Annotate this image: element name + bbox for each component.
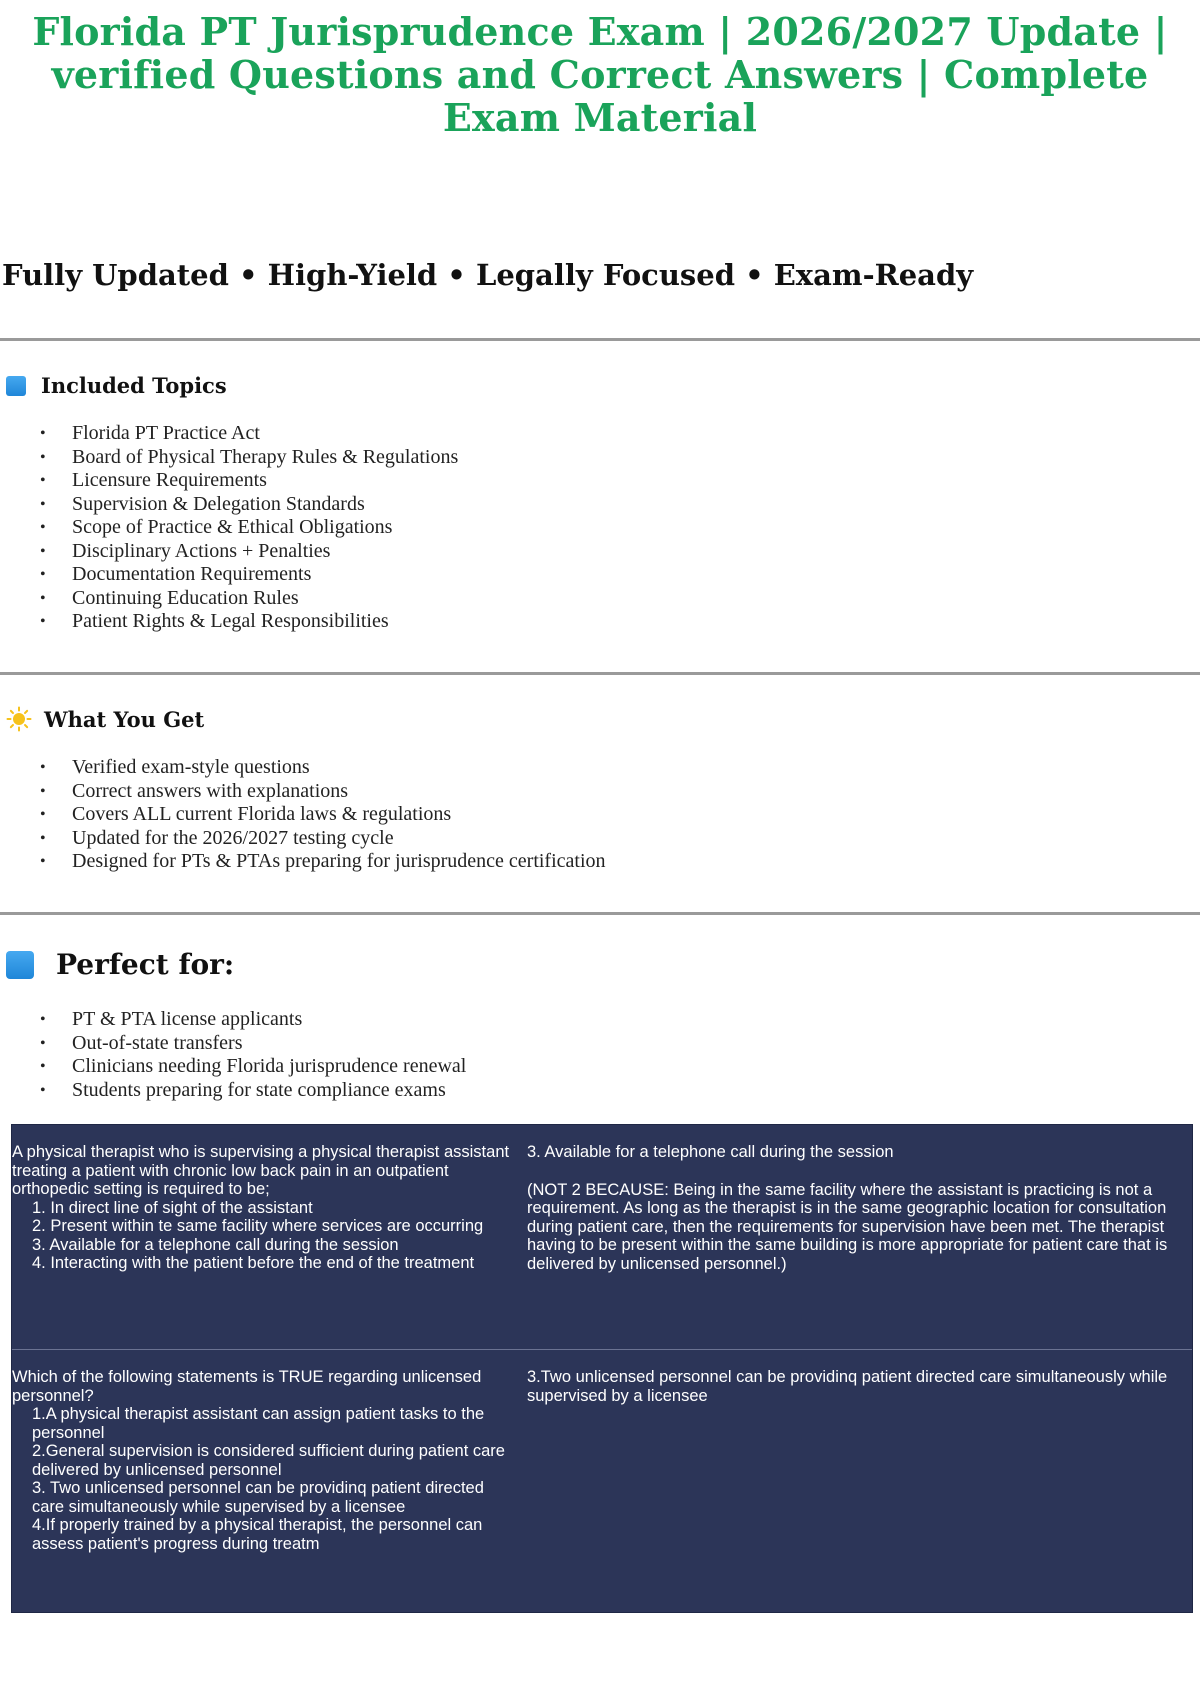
answer-cell [527, 1350, 1192, 1612]
answer-option: 3. Two unlicensed personnel can be providinq patient directed care simultaneously while supervised by a licensee [32, 1479, 484, 1516]
list-item: • Board of Physical Therapy Rules & Regulations [40, 445, 459, 468]
list-item: • Continuing Education Rules [40, 586, 299, 609]
answer-option: 2. Present within te same facility where services are occurring [32, 1217, 484, 1235]
topics-heading: Included Topics [41, 373, 227, 398]
list-item: • Licensure Requirements [40, 469, 267, 491]
correct-answer: 3.Two unlicensed personnel can be providinq patient directed care simultaneously while supervised by a licensee [527, 1368, 1168, 1405]
list-item: • Out-of-state transfers [40, 1031, 243, 1054]
list-item: • Supervision & Delegation Standards [40, 492, 365, 515]
benefits-list [40, 756, 606, 874]
blue-book-icon [6, 951, 34, 979]
document-title: Florida PT Jurisprudence Exam | 2026/2027 Update | verified Questions and Correct Answers | Complete Exam Material [32, 9, 1168, 140]
list-item: • Patient Rights & Legal Responsibilities [40, 610, 389, 632]
list-item: • Clinicians needing Florida jurisprudence renewal [40, 1055, 467, 1077]
audience-heading: Perfect for: [56, 948, 235, 981]
topics-heading-row [6, 373, 227, 398]
answer-option: 2.General supervision is considered sufficient during patient care delivered by unlicensed personnel [32, 1442, 505, 1479]
qa-table [11, 1124, 1193, 1613]
divider [0, 338, 1200, 341]
table-row [12, 1125, 1192, 1350]
topics-list [40, 422, 458, 634]
table-row [12, 1350, 1192, 1612]
question-cell [12, 1350, 517, 1612]
audience-list [40, 1008, 466, 1102]
list-item: • Students preparing for state compliance exams [40, 1078, 446, 1101]
list-item: • Updated for the 2026/2027 testing cycle [40, 826, 394, 849]
benefits-heading: What You Get [44, 706, 205, 732]
list-item: • PT & PTA license applicants [40, 1008, 303, 1030]
list-item: • Disciplinary Actions + Penalties [40, 539, 331, 562]
list-item: • Correct answers with explanations [40, 779, 349, 802]
answer-option: 4.If properly trained by a physical therapist, the personnel can assess patient's progress during treatm [32, 1516, 483, 1553]
list-item: • Designed for PTs & PTAs preparing for jurisprudence certification [40, 850, 606, 872]
answer-option: 4. Interacting with the patient before the end of the treatment [32, 1254, 475, 1272]
correct-answer: 3. Available for a telephone call during the session [527, 1143, 894, 1161]
blue-square-icon [6, 376, 26, 396]
question-text: A physical therapist who is supervising a physical therapist assistant treating a patient with chronic low back pain in an outpatient orthopedic setting is required to be; [12, 1143, 510, 1198]
list-item: • Verified exam-style questions [40, 756, 310, 778]
benefits-heading-row [6, 706, 204, 732]
answer-option: 1. In direct line of sight of the assistant [32, 1198, 313, 1217]
divider [0, 672, 1200, 675]
list-item: • Florida PT Practice Act [40, 422, 260, 444]
sun-icon [6, 706, 32, 732]
audience-heading-row [6, 948, 234, 981]
answer-option: 3. Available for a telephone call during the session [32, 1235, 399, 1254]
question-cell [12, 1125, 517, 1349]
list-item: • Documentation Requirements [40, 563, 312, 585]
answer-cell [527, 1125, 1192, 1349]
answer-option: 1.A physical therapist assistant can assign patient tasks to the personnel [32, 1405, 485, 1442]
tagline: Fully Updated • High-Yield • Legally Focused • Exam-Ready [2, 258, 974, 292]
list-item: • Scope of Practice & Ethical Obligations [40, 516, 393, 538]
answer-explanation: (NOT 2 BECAUSE: Being in the same facility where the assistant is practicing is not a requirement. As long as the therapist is in the same geographic location for consultation during patient care, then the requirements for supervision have been met. The therapist having to be present within the same building is more appropriate for patient care that is delivered by unlicensed personnel.) [527, 1180, 1168, 1273]
divider [0, 912, 1200, 915]
question-text: Which of the following statements is TRUE regarding unlicensed personnel? [12, 1368, 482, 1405]
list-item: • Covers ALL current Florida laws & regulations [40, 803, 452, 825]
